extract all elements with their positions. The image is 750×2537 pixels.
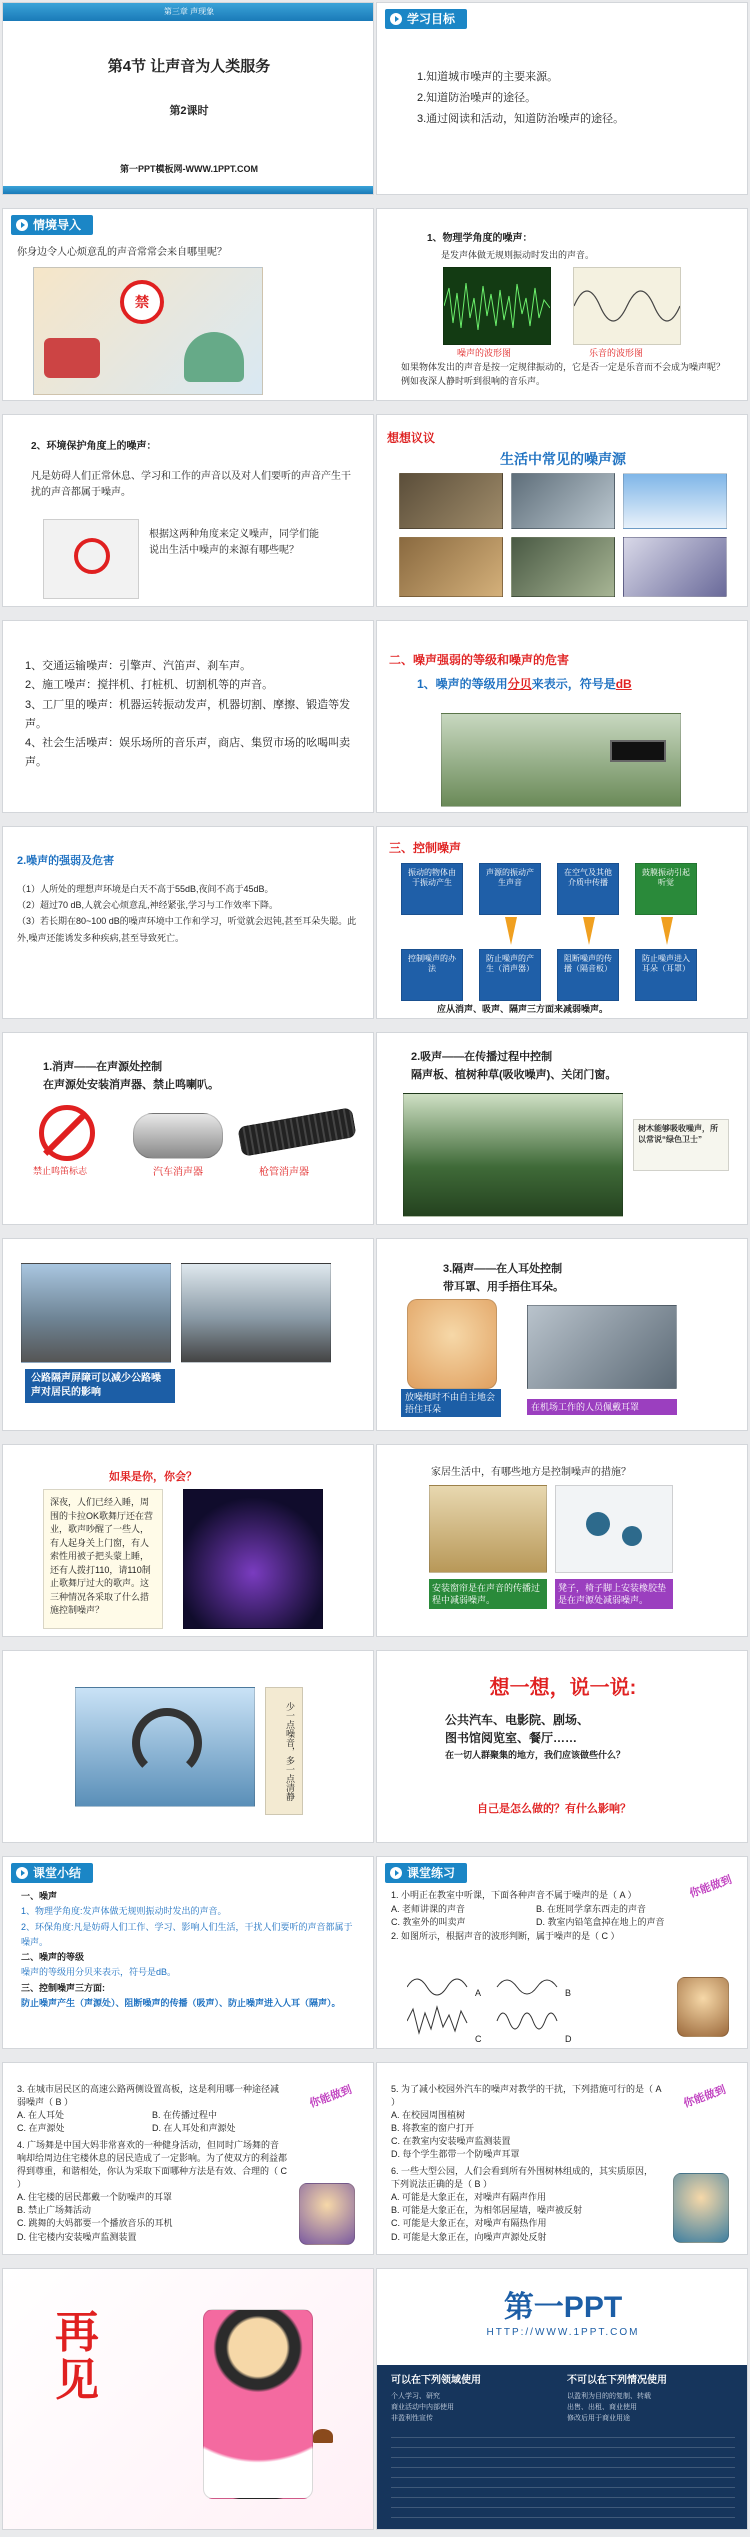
slide-cover: [2, 2, 374, 195]
env-heading: 2、环境保护角度上的噪声：: [31, 441, 157, 452]
slide-hazards: [2, 826, 374, 1019]
slide-brand: [376, 2268, 748, 2530]
gun-silencer-image: [237, 1107, 356, 1157]
vacuum-cleaner-image: [623, 537, 727, 597]
machinery-image: [399, 537, 503, 597]
slide-practice-2: [2, 2062, 374, 2255]
goodbye-text: 再见: [55, 2307, 99, 2407]
ear-caption-2: 在机场工作的人员佩戴耳罩: [527, 1399, 677, 1415]
physics-line: 是发声体做无规则振动时发出的声音。: [441, 250, 595, 260]
flow-box: 声源的振动产生声音: [479, 863, 541, 915]
brand-left-lines: 个人学习、研究 商业活动中内部使用 非盈利性宣传: [391, 2393, 454, 2423]
curtain-image: [429, 1485, 547, 1573]
scroll-banner: 少一点噪音，多一点清静: [265, 1687, 303, 1815]
airplane-image: [623, 473, 727, 529]
girl-cartoon: [203, 2309, 313, 2499]
objective-item: 3.通过阅读和活动，知道防治噪声的途径。: [417, 112, 625, 125]
slide-goodbye: [2, 2268, 374, 2530]
slide-if-you: [2, 1444, 374, 1637]
slide-ear: [376, 1238, 748, 1431]
construction-image: [399, 473, 503, 529]
muffler-subheading: 在声源处安装消声器、禁止鸣喇叭。: [43, 1079, 219, 1091]
summary-list: 一、噪声 1、物理学角度:发声体做无规则振动时发出的声音。 2、环保角度:凡是妨碍人们工作、学习、影响人们生活，干扰人们要听的声音都属于噪声。 二、噪声的等级 噪声的等级用分贝来表示，符号是dB。 三、控制噪声三方面: 防止噪声产生（声源处）、阻断噪声的传播（吸声）、防止噪声进入人耳（隔声）。: [21, 1891, 353, 2009]
cover-site: 第一PPT模板网-WWW.1PPT.COM: [120, 164, 258, 174]
down-arrow-icon: [661, 917, 673, 945]
link-list-decoration: [391, 2437, 735, 2521]
flow-box: 在空气及其他介质中传播: [557, 863, 619, 915]
levels-line: 1、噪声的等级用分贝来表示，符号是dB: [417, 677, 632, 691]
practice1-questions: 1. 小明正在教室中听课，下面各种声音不属于噪声的是（ A ） A. 老师讲课的声音 B. 在班同学拿东西走的声音 C. 教室外的叫卖声 D. 教室内铅笔盒掉在地上的声音 2. 如图所示，根据声音的波形判断，属于噪声的是（ C ）: [391, 1890, 665, 1941]
car-muffler-image: [133, 1113, 223, 1159]
flow-box: 振动的物体由于振动产生: [401, 863, 463, 915]
cartoon-noise-illustration: [33, 267, 263, 395]
noise-waveform-image: [443, 267, 551, 345]
env-paragraph: 凡是妨碍人们正常休息、学习和工作的声音以及对人们要听的声音产生干扰的声音都属于噪声。: [31, 471, 351, 498]
forest-image: [403, 1093, 623, 1217]
cover-title: 第4节 让声音为人类服务: [107, 58, 271, 75]
discuss-label: 想想议议: [387, 431, 436, 445]
flow-box: 阻断噪声的传播（隔音板）: [557, 949, 619, 1001]
think-line-3: 在一切人群聚集的地方，我们应该做些什么？: [445, 1750, 626, 1760]
absorb-subheading: 隔声板、植树种草(吸收噪声)、关闭门窗。: [411, 1069, 617, 1081]
slide-intro: [2, 208, 374, 401]
brand-left-heading: 可以在下列领域使用: [391, 2375, 481, 2386]
control-heading: 三、控制噪声: [389, 841, 462, 855]
slide-muffler: [2, 1032, 374, 1225]
levels-heading: 二、噪声强弱的等级和噪声的危害: [389, 653, 570, 667]
practice2-questions: 3. 在城市居民区的高速公路两侧设置高板，这是利用哪一种途径减弱噪声（ B ） A. 在人耳处 B. 在传播过程中 C. 在声源处 D. 在人耳处和声源处 4. 广场舞是中国大妈非常喜欢的一种健身活动，但同时广场舞的音响却给周边住宅楼休息的居民造成了一定影响。为了使双方的利益都得到尊重，和谐相处，你认为采取下面哪种方法是有效、合理的（ C ） A. 住宅楼的居民都戴一个防噪声的耳罩 B. 禁止广场舞活动 C. 跳舞的大妈都要一个播放音乐的耳机 D. 住宅楼内安装噪声监测装置: [17, 2084, 288, 2242]
ear-caption-1: 放噪炮时不由自主地会捂住耳朵: [401, 1389, 501, 1417]
can-do-stamp: 你能做到: [688, 1873, 734, 1901]
source-item: 3、工厂里的噪声：机器运转振动发声，机器切割、摩擦、锻造等发声。: [25, 698, 351, 730]
hazards-list: [17, 881, 363, 946]
think-title: 想一想，说一说:: [489, 1677, 637, 1699]
waveform-options: [407, 1969, 577, 2041]
slide-summary: [2, 1856, 374, 2049]
butterfly-icon: [313, 2429, 333, 2443]
ear-subheading: 带耳罩、用手捂住耳朵。: [443, 1281, 564, 1293]
hazard-item: （1）人所处的理想声环境是白天不高于55dB,夜间不高于45dB。: [17, 884, 274, 894]
absorb-heading: 2.吸声——在传播过程中控制: [411, 1051, 553, 1063]
wave-label: A: [475, 1988, 482, 1998]
ear-heading: 3.隔声——在人耳处控制: [443, 1263, 563, 1275]
slide-control: [376, 826, 748, 1019]
wave-label: B: [565, 1988, 572, 1998]
can-do-stamp: 你能做到: [308, 2083, 354, 2111]
car-muffler-caption: 汽车消声器: [153, 1167, 203, 1178]
source-item: 1、交通运输噪声：引擎声、汽笛声、刹车声。: [25, 660, 252, 672]
source-item: 2、施工噪声：搅拌机、打桩机、切割机等的声音。: [25, 679, 274, 692]
factory-image: [511, 473, 615, 529]
objective-item: 2.知道防治噪声的途径。: [417, 91, 537, 104]
brand-logo: 第一PPT: [503, 2291, 623, 2324]
rubber-pad-image: [555, 1485, 673, 1573]
section-tag: 课堂练习: [385, 1863, 467, 1883]
muffler-heading: 1.消声——在声源处控制: [43, 1061, 163, 1073]
home-caption-2: 凳子，椅子脚上安装橡胶垫是在声源处减弱噪声。: [555, 1579, 673, 1609]
section-tag: 情境导入: [11, 215, 93, 235]
flow-box: 控制噪声的办法: [401, 949, 463, 1001]
slide-practice-3: [376, 2062, 748, 2255]
hazard-item: （2）超过70 dB,人就会心烦意乱,神经紧张,学习与工作效率下降。: [17, 900, 279, 911]
brand-url[interactable]: HTTP://WWW.1PPT.COM: [486, 2327, 640, 2338]
objectives-list: [417, 67, 624, 130]
slide-life-noise: [376, 414, 748, 607]
slide-barrier: [2, 1238, 374, 1431]
env-question: 根据这两种角度来定义噪声，同学们能说出生活中噪声的来源有哪些呢？: [149, 529, 319, 556]
think-line-4: 自己是怎么做的？有什么影响？: [477, 1803, 631, 1815]
section-tag: 学习目标: [385, 9, 467, 29]
practice3-questions: 5. 为了减小校园外汽车的噪声对教学的干扰，下列措施可行的是（ A ） A. 在校园周围植树 B. 将教室的窗户打开 C. 在教室内安装噪声监测装置 D. 每个学生都带一个防噪声耳罩 6. 一些大型公园，人们会看到所有外围树林组成的，其实质原因，下列说法正确的是（ B ） A. 可能是大象正在，对噪声有隔声作用 B. 可能是大象正在，为相邻居屋墙，噪声被反射 C. 可能是大象正在，对噪声有隔热作用 D. 可能是大象正在，向噪声声源处反射: [391, 2084, 662, 2242]
source-item: 4、社会生活噪声：娱乐场所的音乐声，商店、集贸市场的吆喝叫卖声。: [25, 737, 351, 769]
think-line-2: 图书馆阅览室、餐厅……: [445, 1731, 578, 1745]
airport-worker-image: [527, 1305, 677, 1389]
slide-think: [376, 1650, 748, 1843]
control-footer: 应从消声、吸声、隔声三方面来减弱噪声。: [437, 1004, 609, 1014]
story-box: 深夜，人们已经入睡，周围的卡拉OK歌舞厅还在营业，歌声吵醒了一些人，有人起身关上门窗，有人索性用被子把头蒙上睡，还有人拨打110，请110制止歌舞厅过大的歌声。这三种情况各采取了什么措施控制噪声？: [43, 1489, 163, 1629]
noise-caption: 噪声的波形图: [457, 348, 512, 358]
child-covering-ears-image: [407, 1299, 497, 1389]
car-cartoon: [44, 338, 100, 378]
noise-cartoon-image: [43, 519, 139, 599]
no-horn-sign-icon: [39, 1105, 95, 1161]
section-tag: 课堂小结: [11, 1863, 93, 1883]
ifyou-heading: 如果是你，你会？: [109, 1471, 197, 1483]
hazard-item: （3）若长期在80~100 dB的噪声环境中工作和学习，听觉就会迟钝,甚至耳朵失聪。此外,噪声还能诱发多种疾病,甚至导致死亡。: [17, 916, 357, 943]
music-caption: 乐音的波形图: [589, 348, 644, 358]
home-question: 家居生活中，有哪些地方是控制噪声的措施？: [431, 1467, 631, 1478]
flow-box: 防止噪声的产生（消声器）: [479, 949, 541, 1001]
night-club-image: [183, 1489, 323, 1629]
cover-top-note: 第三章 声现象: [163, 7, 215, 16]
cover-lesson: 第2课时: [169, 105, 209, 117]
bottom-band: [3, 186, 373, 194]
home-caption-1: 安装窗帘是在声音的传播过程中减弱噪声。: [429, 1579, 547, 1609]
slide-objectives: [376, 2, 748, 195]
slide-noise-sources: [2, 620, 374, 813]
slide-practice-1: [376, 1856, 748, 2049]
headphone-icon: [132, 1708, 202, 1778]
down-arrow-icon: [583, 917, 595, 945]
physics-heading: 1、物理学角度的噪声：: [427, 233, 533, 244]
student-cartoon: [673, 2173, 729, 2243]
slide-absorb: [376, 1032, 748, 1225]
slide-headphone: [2, 1650, 374, 1843]
can-do-stamp: 你能做到: [682, 2083, 728, 2111]
think-line-1: 公共汽车、电影院、剧场、: [445, 1713, 590, 1727]
slide-levels: [376, 620, 748, 813]
intro-question: 你身边令人心烦意乱的声音常常会来自哪里呢？: [17, 247, 227, 258]
life-noise-title: 生活中常见的噪声源: [500, 451, 626, 467]
physics-note: 如果物体发出的声音是按一定规律振动的，它是否一定是乐音而不会成为噪声呢？例如夜深人静时听到很响的音乐声。: [401, 362, 726, 386]
decibel-display-image: [441, 713, 681, 807]
city-barrier-image: [181, 1263, 331, 1363]
student-cartoon: [677, 1977, 729, 2037]
decibel-meter: [610, 740, 666, 762]
flow-box: 鼓膜振动引起听觉: [635, 863, 697, 915]
flow-box: 防止噪声进入耳朵（耳罩）: [635, 949, 697, 1001]
gun-silencer-caption: 枪管消声器: [259, 1167, 309, 1178]
person-cartoon: [184, 332, 244, 382]
slide-home: [376, 1444, 748, 1637]
tree-sign: 树木能够吸收噪声，所以常说“绿色卫士”: [633, 1119, 729, 1171]
slide-physics-noise: [376, 208, 748, 401]
slide-env-noise: [2, 414, 374, 607]
hazards-heading: 2.噪声的强弱及危害: [17, 855, 115, 867]
forbidden-badge: 禁: [120, 280, 164, 324]
wave-label: C: [475, 2034, 482, 2044]
objective-item: 1.知道城市噪声的主要来源。: [417, 71, 559, 83]
market-image: [511, 537, 615, 597]
brand-right-lines: 以盈利为目的的复制、转载 出售、出租、商业使用 修改后用于商业用途: [567, 2393, 651, 2423]
headphone-image: [75, 1687, 255, 1807]
highway-barrier-image: [21, 1263, 171, 1363]
no-noise-icon: [74, 538, 110, 574]
student-cartoon: [299, 2183, 355, 2245]
wave-label: D: [565, 2034, 572, 2044]
barrier-caption: 公路隔声屏障可以减少公路噪声对居民的影响: [25, 1369, 175, 1403]
no-horn-caption: 禁止鸣笛标志: [33, 1166, 88, 1176]
down-arrow-icon: [505, 917, 517, 945]
music-waveform-image: [573, 267, 681, 345]
brand-right-heading: 不可以在下列情况使用: [567, 2375, 667, 2386]
sources-list: [25, 657, 355, 773]
